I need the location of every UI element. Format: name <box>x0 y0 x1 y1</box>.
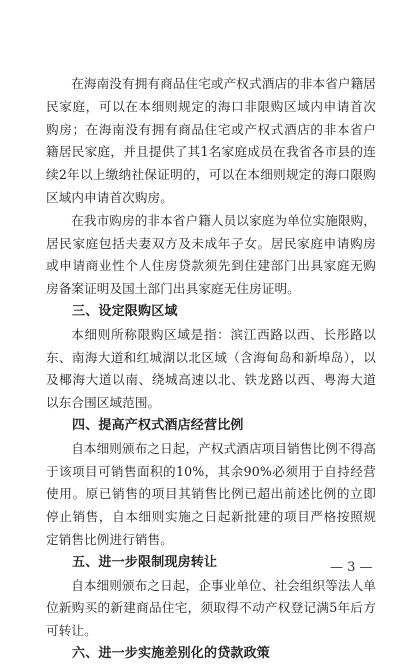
page-number: — 3 — <box>330 560 373 575</box>
heading-restricted-area: 三、设定限购区域 <box>72 303 178 319</box>
paragraph-household-definition: 在我市购房的非本省户籍人员以家庭为单位实施限购，居民家庭包括夫妻双方及未成年子女。居民家庭申请购房或申请商业性个人住房贷款须先到住建部门出具家庭无购房备案证明及国土部门出具家庭无住房证明。 <box>46 212 376 297</box>
paragraph-hotel-sales-ratio: 自本细则颁布之日起，产权式酒店项目销售比例不得高于该项目可销售面积的10%，其余90%必须用于自持经营使用。原已销售的项目其销售比例已超出前述比例的立即停止销售，自本细则实施之日起新批建的项目严格按照规定销售比例进行销售。 <box>46 440 376 547</box>
paragraph-transfer-restriction: 自本细则颁布之日起，企事业单位、社会组织等法人单位新购买的新建商品住宅，须取得不动产权登记满5年后方可转让。 <box>46 577 376 639</box>
heading-hotel-operation-ratio: 四、提高产权式酒店经营比例 <box>72 417 244 433</box>
paragraph-nonlocal-household-purchase: 在海南没有拥有商品住宅或产权式酒店的非本省户籍居民家庭，可以在本细则规定的海口非限购区域内申请首次购房；在海南没有拥有商品住宅或产权式酒店的非本省户籍居民家庭，并且提供了其1名家庭成员在我省各市县的连续2年以上缴纳社保证明的，可以在本细则规定的海口限购区域内申请首次购房。 <box>46 76 376 205</box>
document-body <box>46 73 376 666</box>
heading-loan-policy: 六、进一步实施差别化的贷款政策 <box>72 645 271 661</box>
paragraph-restricted-area-definition: 本细则所称限购区域是指：滨江西路以西、长彤路以东、南海大道和红城湖以北区域（含海甸岛和新埠岛），以及椰海大道以南、绕城高速以北、铁龙路以西、粤海大道以东合围区域范围。 <box>46 326 376 411</box>
heading-transfer-restriction: 五、进一步限制现房转让 <box>72 554 218 570</box>
